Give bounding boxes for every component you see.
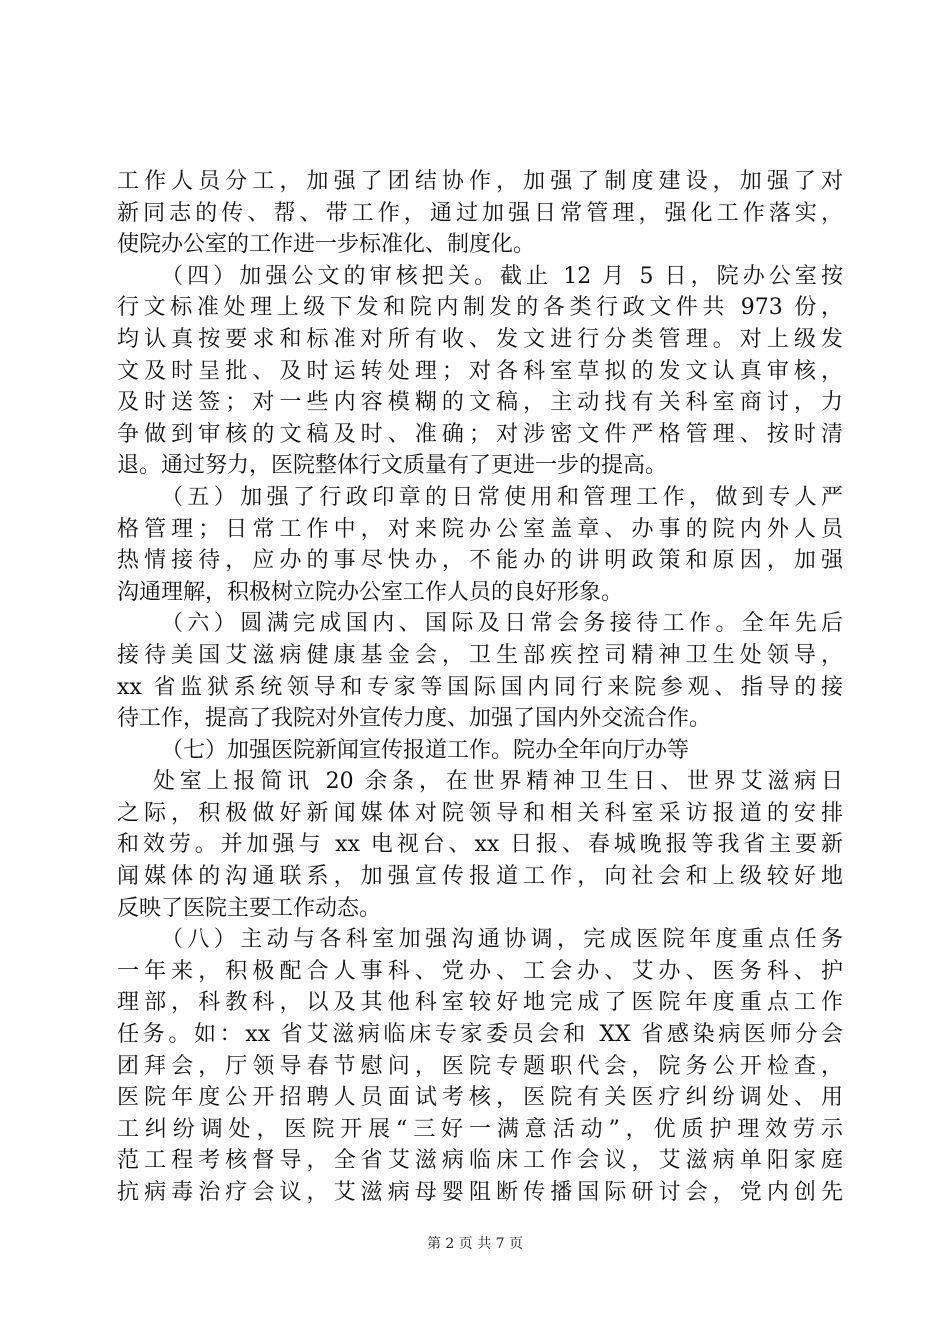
text-line: 热情接待，应办的事尽快办，不能办的讲明政策和原因，加强 (117, 548, 843, 574)
text-line: 抗病毒治疗会议，艾滋病母婴阻断传播国际研讨会，党内创先 (117, 1180, 843, 1205)
text-line: 和效劳。并加强与 xx 电视台、xx 日报、春城晚报等我省主要新 (117, 832, 843, 858)
paragraph-start-line: （四）加强公文的审核把关。截止 12 月 5 日，院办公室按 (161, 263, 843, 289)
text-line: 沟通理解，积极树立院办公室工作人员的良好形象。 (117, 579, 624, 605)
text-line: 均认真按要求和标准对所有收、发文进行分类管理。对上级发 (117, 326, 843, 352)
paragraph-start-line: （五）加强了行政印章的日常使用和管理工作，做到专人严 (161, 484, 843, 510)
text-line: 行文标准处理上级下发和院内制发的各类行政文件共 973 份， (117, 295, 843, 321)
text-line: 新同志的传、帮、带工作，通过加强日常管理，强化工作落实， (117, 200, 843, 226)
page-number-footer: 第 2 页 共 7 页 (426, 1236, 524, 1252)
paragraph-start-line: （八）主动与各科室加强沟通协调，完成医院年度重点任务 (161, 927, 843, 953)
text-line: 理部，科教科，以及其他科室较好地完成了医院年度重点工作 (117, 990, 843, 1016)
text-line: 退。通过努力，医院整体行文质量有了更进一步的提高。 (117, 453, 668, 479)
text-line: 争做到审核的文稿及时、准确；对涉密文件严格管理、按时清 (117, 421, 843, 447)
text-line: 待工作，提高了我院对外宣传力度、加强了国内外交流合作。 (117, 706, 712, 732)
paragraph-start-line: （七）加强医院新闻宣传报道工作。院办全年向厅办等 (161, 737, 690, 763)
text-line: 医院年度公开招聘人员面试考核，医院有关医疗纠纷调处、用 (117, 1085, 843, 1111)
paragraph-start-line: （六）圆满完成国内、国际及日常会务接待工作。全年先后 (161, 611, 843, 637)
text-line: 任务。如：xx 省艾滋病临床专家委员会和 XX 省感染病医师分会 (117, 1022, 843, 1048)
text-line: 及时送签；对一些内容模糊的文稿，主动找有关科室商讨，力 (117, 390, 843, 416)
text-line: 工纠纷调处，医院开展“三好一满意活动”，优质护理效劳示 (117, 1116, 843, 1142)
text-line: 一年来，积极配合人事科、党办、工会办、艾办、医务科、护 (117, 958, 843, 984)
document-body (117, 166, 843, 1209)
text-line: 接待美国艾滋病健康基金会，卫生部疾控司精神卫生处领导， (117, 642, 843, 668)
text-line: 团拜会，厅领导春节慰问，医院专题职代会，院务公开检查， (117, 1053, 843, 1079)
text-line: 格管理；日常工作中，对来院办公室盖章、办事的院内外人员 (117, 516, 843, 542)
text-line: 反映了医院主要工作动态。 (117, 895, 382, 921)
text-line: 处室上报简讯 20 余条，在世界精神卫生日、世界艾滋病日 (153, 769, 843, 795)
text-line: 之际，积极做好新闻媒体对院领导和相关科室采访报道的安排 (117, 800, 843, 826)
text-line: 文及时呈批、及时运转处理；对各科室草拟的发文认真审核， (117, 358, 843, 384)
text-line: 使院办公室的工作进一步标准化、制度化。 (117, 232, 536, 258)
text-line: 闻媒体的沟通联系，加强宣传报道工作，向社会和上级较好地 (117, 864, 843, 890)
text-line: 范工程考核督导，全省艾滋病临床工作会议，艾滋病单阳家庭 (117, 1148, 843, 1174)
text-line: xx 省监狱系统领导和专家等国际国内同行来院参观、指导的接 (117, 674, 843, 700)
text-line: 工作人员分工，加强了团结协作，加强了制度建设，加强了对 (117, 169, 843, 194)
